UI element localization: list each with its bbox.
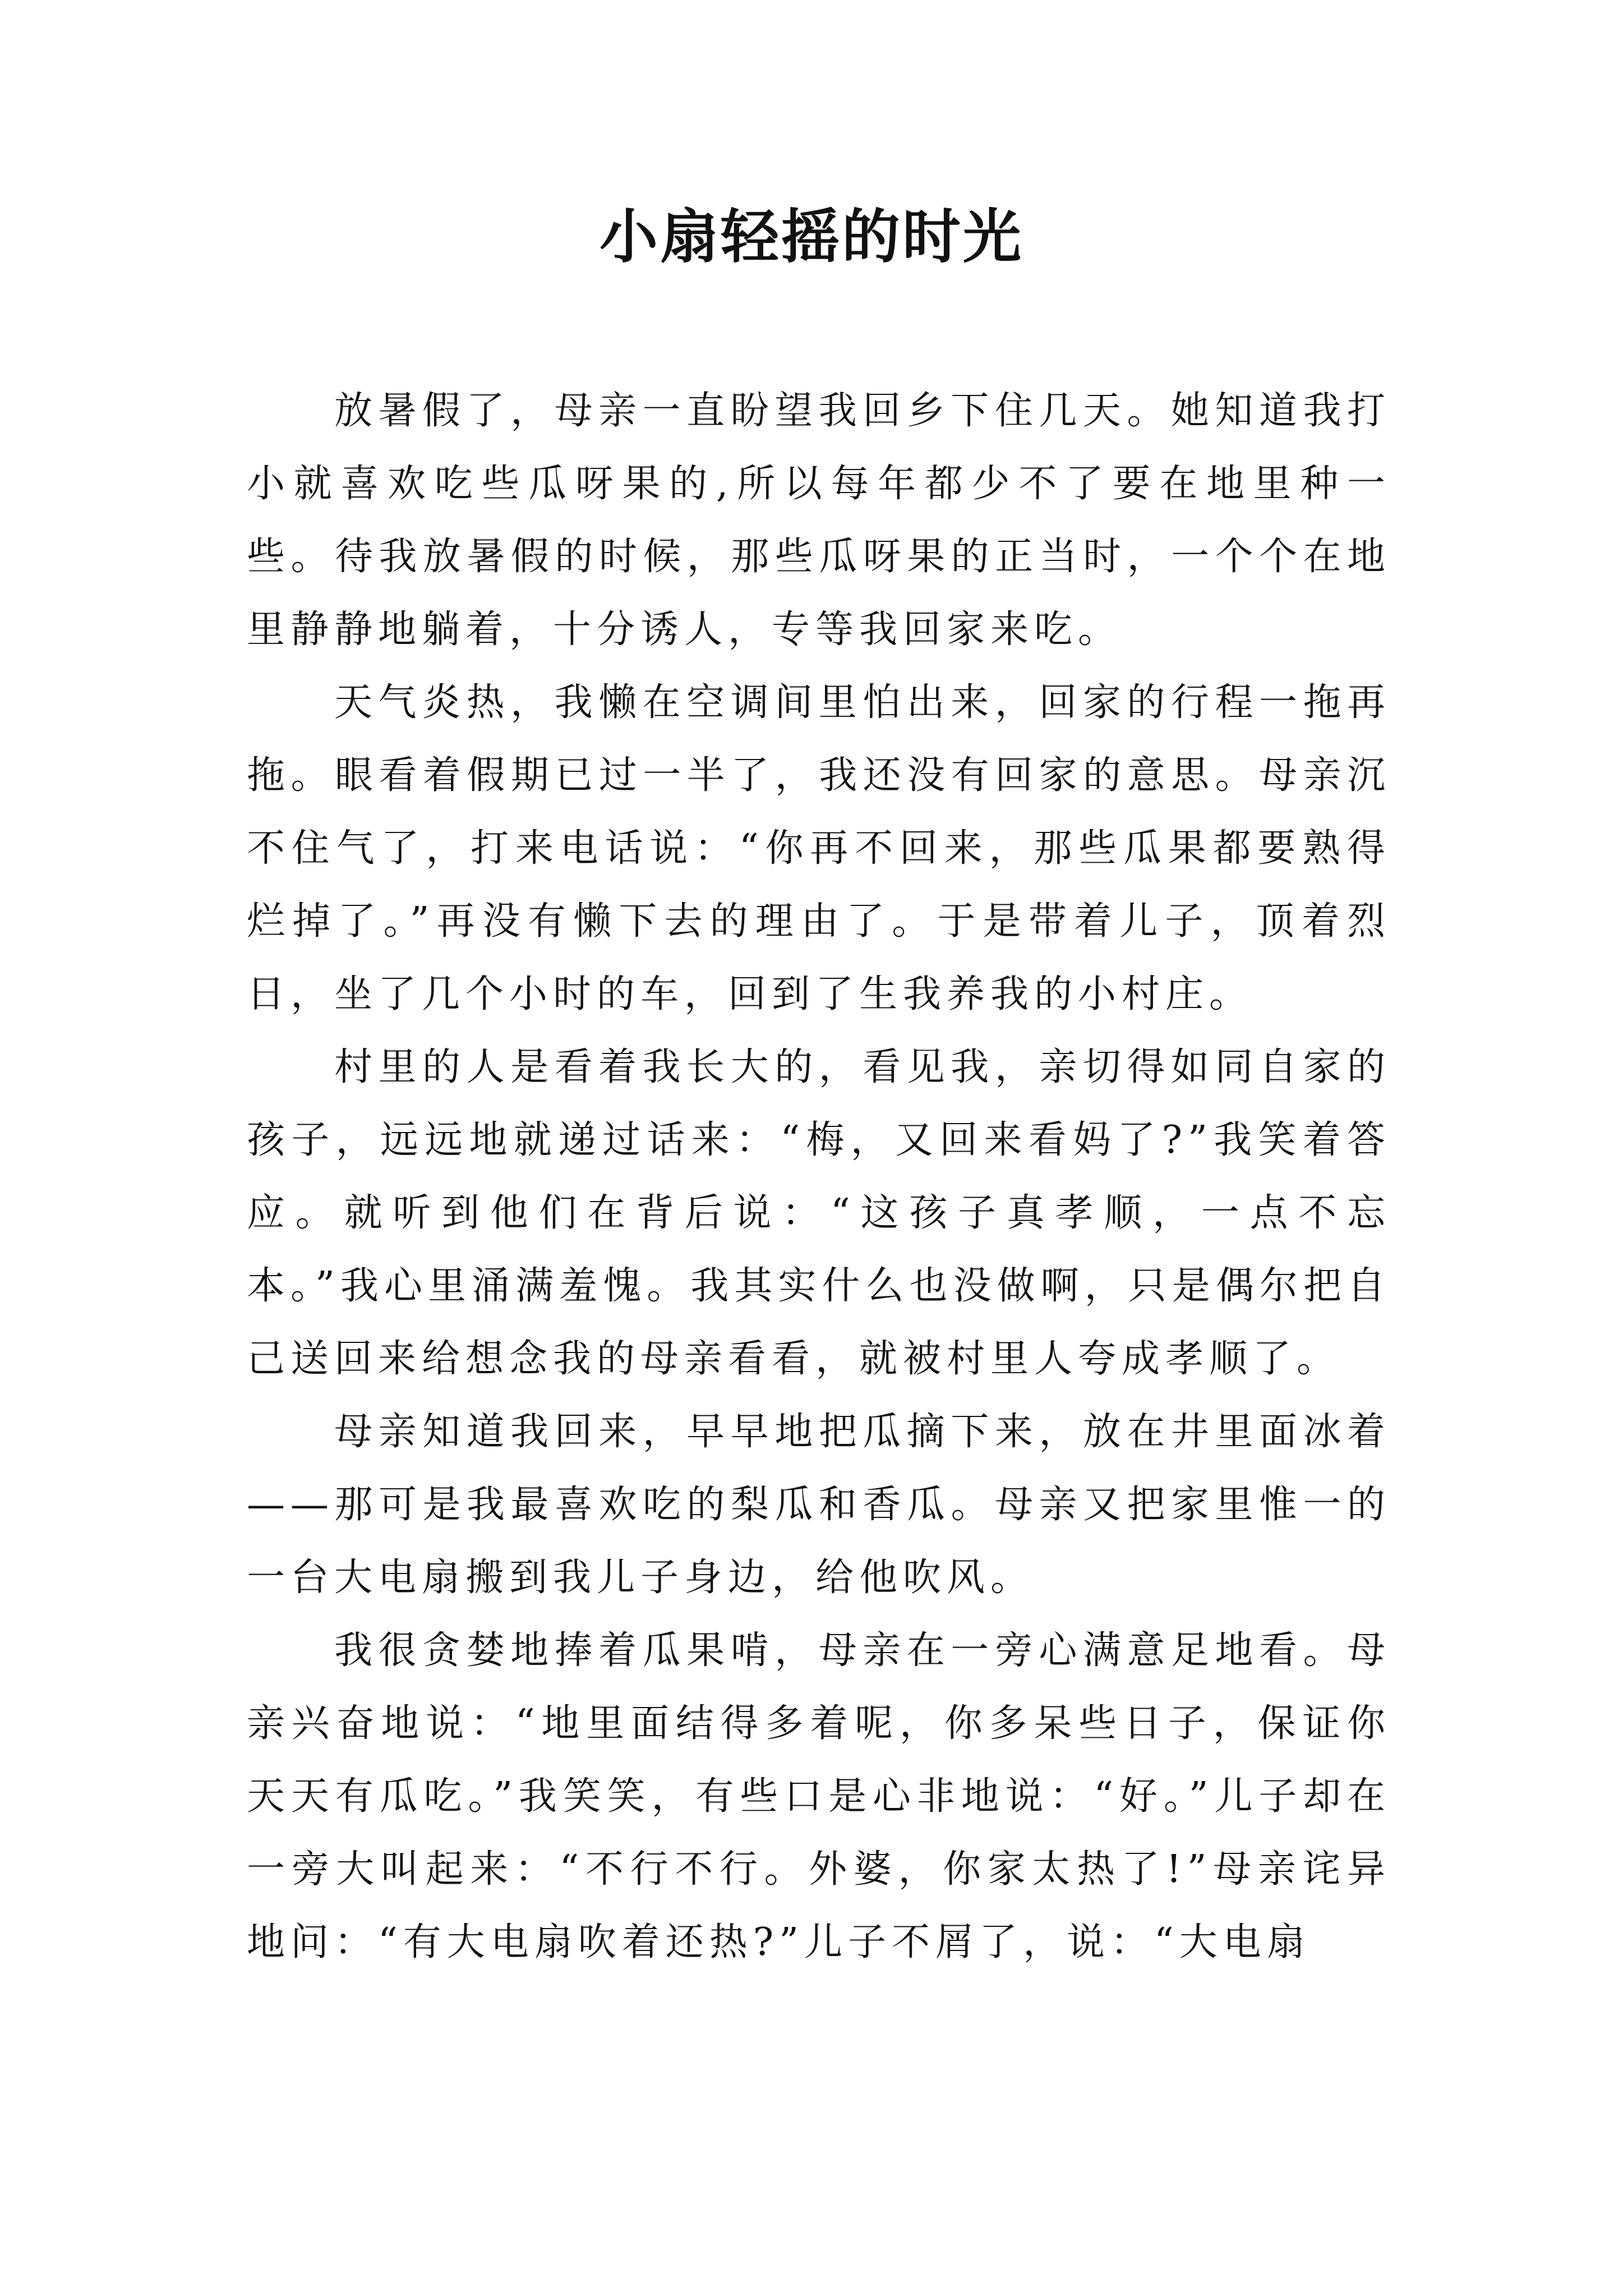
document-title: 小扇轻摇的时光	[599, 202, 1023, 271]
paragraph-3: 村里的人是看着我长大的，看见我，亲切得如同自家的孩子，远远地就递过话来：“梅，又回来看妈了?”我笑着答应。就听到他们在背后说：“这孩子真孝顺，一点不忘本。”我心里涌满羞愧。我其实什么也没做啊，只是偶尔把自己送回来给想念我的母亲看看，就被村里人夸成孝顺了。	[247, 1045, 1391, 1381]
paragraph-1: 放暑假了，母亲一直盼望我回乡下住几天。她知道我打小就喜欢吃些瓜呀果的,所以每年都少不了要在地里种一些。待我放暑假的时候，那些瓜呀果的正当时，一个个在地里静静地躺着，十分诱人，专等我回家来吃。	[247, 389, 1391, 652]
document-body	[247, 375, 1391, 1979]
paragraph-4: 母亲知道我回来，早早地把瓜摘下来，放在井里面冰着——那可是我最喜欢吃的梨瓜和香瓜。母亲又把家里惟一的一台大电扇搬到我儿子身边，给他吹风。	[247, 1410, 1391, 1600]
paragraph-2: 天气炎热，我懒在空调间里怕出来，回家的行程一拖再拖。眼看着假期已过一半了，我还没有回家的意思。母亲沉不住气了，打来电话说：“你再不回来，那些瓜果都要熟得烂掉了。”再没有懒下去的理由了。于是带着儿子，顶着烈日，坐了几个小时的车，回到了生我养我的小村庄。	[247, 680, 1391, 1016]
paragraph-5: 我很贪婪地捧着瓜果啃，母亲在一旁心满意足地看。母亲兴奋地说：“地里面结得多着呢，你多呆些日子，保证你天天有瓜吃。”我笑笑，有些口是心非地说：“好。”儿子却在一旁大叫起来：“不行不行。外婆，你家太热了!”母亲诧异地问：“有大电扇吹着还热?”儿子不屑了，说：“大电扇	[247, 1628, 1391, 1964]
